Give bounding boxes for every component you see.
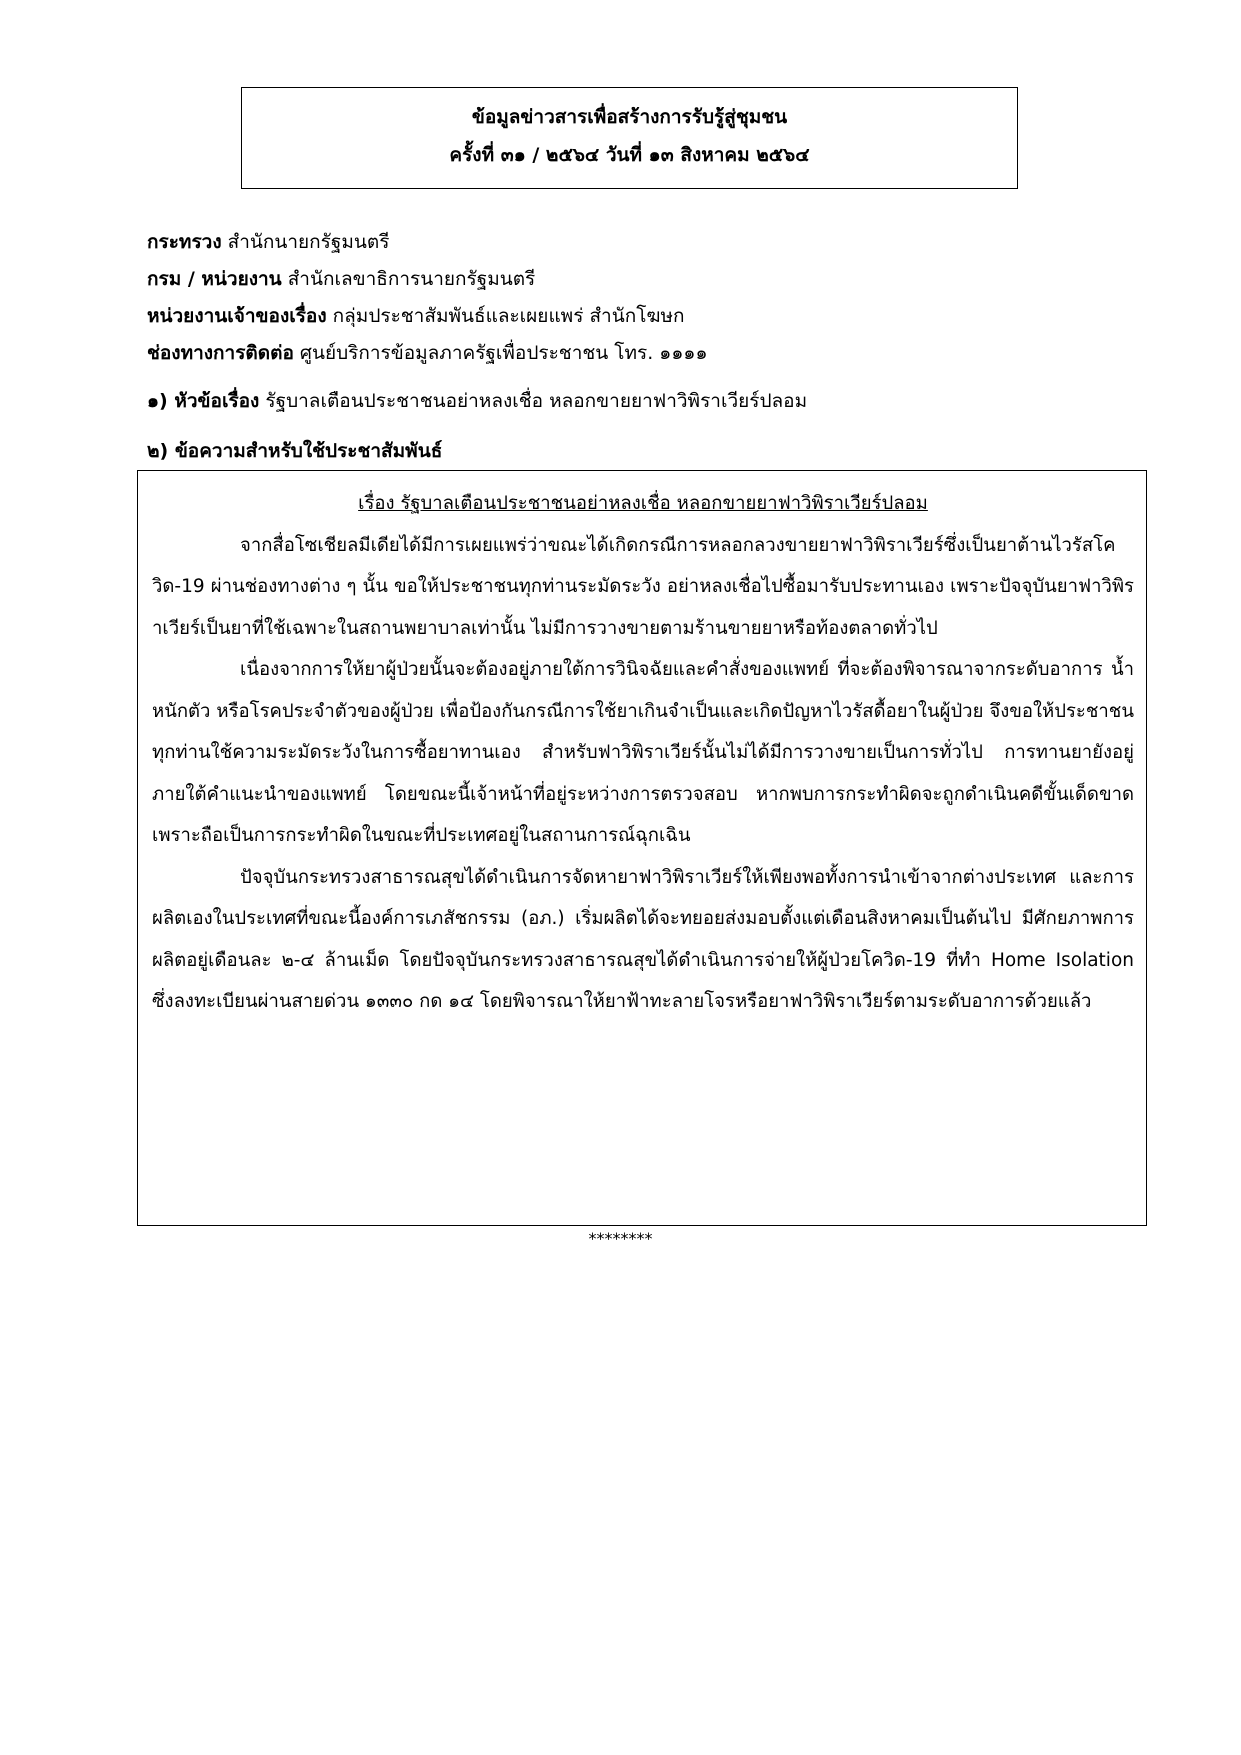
paragraph-3: ปัจจุบันกระทรวงสาธารณสุขได้ดำเนินการจัดหายาฟาวิพิราเวียร์ให้เพียงพอทั้งการนำเข้าจากต่างประเทศ และการผลิตเองในประเทศที่ขณะนี้องค์การเภสัชกรรม (อภ.) เริ่มผลิตได้จะทยอยส่งมอบตั้งแต่เดือนสิงหาคมเป็นต้นไป มีศักยภาพการผลิตอยู่เดือนละ ๒-๔ ล้านเม็ด โดยปัจจุบันกระทรวงสาธารณสุขได้ดำเนินการจ่ายให้ผู้ป่วยโควิด-19 ที่ทำ Home Isolation ซึ่งลงทะเบียนผ่านสายด่วน ๑๓๓๐ กด ๑๔ โดยพิจารณาให้ยาฟ้าทะลายโจรหรือยาฟาวิพิราเวียร์ตามระดับอาการด้วยแล้ว [152,866,1134,1012]
topic-label: ๑) หัวข้อเรื่อง [147,390,260,412]
meta-contact-label: ช่องทางการติดต่อ [147,342,294,364]
meta-ministry [147,224,1127,261]
meta-department [147,261,1127,298]
header-issue-date: ครั้งที่ ๓๑ / ๒๕๖๔ วันที่ ๑๓ สิงหาคม ๒๕๖๔ [449,144,810,166]
end-marker: ******** [588,1229,653,1248]
paragraph-2: เนื่องจากการให้ยาผู้ป่วยนั้นจะต้องอยู่ภายใต้การวินิจฉัยและคำสั่งของแพทย์ ที่จะต้องพิจารณาจากระดับอาการ น้ำหนักตัว หรือโรคประจำตัวของผู้ป่วย เพื่อป้องกันกรณีการใช้ยาเกินจำเป็นและเกิดปัญหาไวรัสดื้อยาในผู้ป่วย จึงขอให้ประชาชนทุกท่านใช้ความระมัดระวังในการซื้อยาทานเอง สำหรับฟาวิพิราเวียร์นั้นไม่ได้มีการวางขายเป็นการทั่วไป การทานยายังอยู่ภายใต้คำแนะนำของแพทย์ โดยขณะนี้เจ้าหน้าที่อยู่ระหว่างการตรวจสอบ หากพบการกระทำผิดจะถูกดำเนินคดีขั้นเด็ดขาดเพราะถือเป็นการกระทำผิดในขณะที่ประเทศอยู่ในสถานการณ์ฉุกเฉิน [152,659,1134,846]
meta-owner-label: หน่วยงานเจ้าของเรื่อง [147,305,327,327]
meta-owner-value: กลุ่มประชาสัมพันธ์และเผยแพร่ สำนักโฆษก [326,305,685,327]
meta-contact [147,335,1127,372]
message-box [137,470,1147,1226]
story-title: เรื่อง รัฐบาลเตือนประชาชนอย่าหลงเชื่อ หลอกขายยาฟาวิพิราเวียร์ปลอม [358,493,928,514]
meta-section [147,224,1127,372]
meta-ministry-label: กระทรวง [147,231,222,253]
topic-line [147,383,1127,420]
meta-department-label: กรม / หน่วยงาน [147,268,282,290]
meta-department-value: สำนักเลขาธิการนายกรัฐมนตรี [281,268,536,290]
meta-owner [147,298,1127,335]
meta-ministry-value: สำนักนายกรัฐมนตรี [221,231,390,253]
meta-contact-value: ศูนย์บริการข้อมูลภาครัฐเพื่อประชาชน โทร. ๑๑๑๑ [293,342,708,364]
paragraph-1: จากสื่อโซเชียลมีเดียได้มีการเผยแพร่ว่าขณะได้เกิดกรณีการหลอกลวงขายยาฟาวิพิราเวียร์ซึ่งเป็นยาต้านไวรัสโควิด-19 ผ่านช่องทางต่าง ๆ นั้น ขอให้ประชาชนทุกท่านระมัดระวัง อย่าหลงเชื่อไปซื้อมารับประทานเอง เพราะปัจจุบันยาฟาวิพิราเวียร์เป็นยาที่ใช้เฉพาะในสถานพยาบาลเท่านั้น ไม่มีการวางขายตามร้านขายยาหรือท้องตลาดทั่วไป [152,534,1134,639]
header-title: ข้อมูลข่าวสารเพื่อสร้างการรับรู้สู่ชุมชน [471,106,788,128]
message-heading: ๒) ข้อความสำหรับใช้ประชาสัมพันธ์ [147,440,443,462]
header-box [241,87,1018,189]
topic-value: รัฐบาลเตือนประชาชนอย่าหลงเชื่อ หลอกขายยาฟาวิพิราเวียร์ปลอม [259,390,808,412]
